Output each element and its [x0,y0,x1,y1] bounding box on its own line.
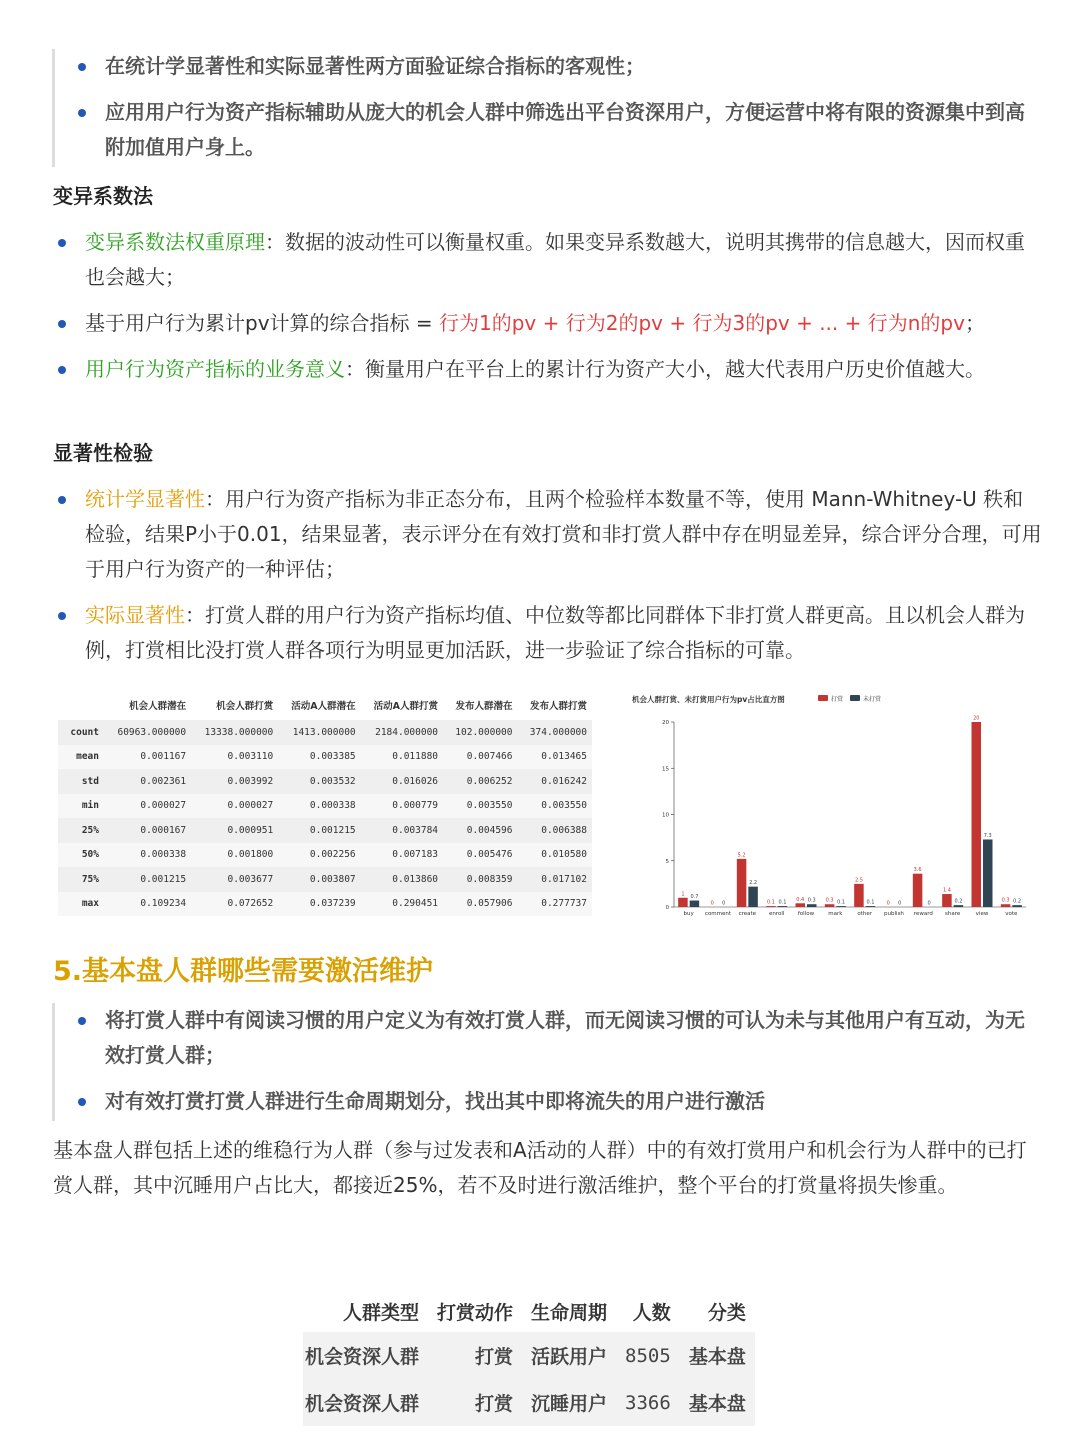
list-item: 统计学显著性：用户行为资产指标为非正态分布，且两个检验样本数量不等，使用 Mann-Whitney-U 秩和检验，结果P小于0.01，结果显著，表示评分在有效打赏和非打赏人群中存在明显差异，综合评分合理，可用于用户行为资产的一种评估； [53,482,1043,587]
bar-no-reward [836,906,846,907]
table-cell: 机会资深人群 [303,1379,428,1426]
table-cell: 0.003807 [278,867,360,892]
table-cell: 0.003385 [309,751,356,763]
bar-reward [737,859,747,907]
table-row [303,1379,755,1426]
column-header: 机会人群潜在 [104,690,191,720]
table-cell: 0.003992 [191,769,278,794]
table-cell: 0.003550 [541,800,587,812]
table-row [303,1332,755,1379]
x-tick-label: other [857,911,872,917]
data-label: 7.3 [983,832,992,839]
bar-reward [796,903,806,907]
table-row [58,843,592,868]
bar-reward [766,906,776,907]
quote-block-activation [52,1003,1030,1121]
column-header: 活动A人群打赏 [361,690,443,720]
table-cell: 0.000027 [227,800,274,812]
table-cell: 0.003677 [191,867,278,892]
column-header: 活动A人群潜在 [278,690,360,720]
table-cell: 0.001167 [140,751,187,763]
data-label: 0 [898,900,902,907]
row-label: count [58,720,104,745]
table-cell: 0.001215 [278,818,360,843]
table-cell: 0.013465 [541,751,587,763]
table-cell: 3366 [616,1379,680,1426]
table-cell: 0.010580 [541,849,587,861]
bullet-icon [78,1017,86,1025]
table-cell: 0.011880 [392,751,439,763]
data-label: 0 [722,900,726,907]
data-label: 0.1 [866,899,875,906]
column-header: 机会人群打赏 [191,690,278,720]
table-cell: 0.000027 [140,800,187,812]
y-tick-label: 5 [665,858,669,865]
bullet-icon [78,63,86,71]
table-cell: 60963.000000 [104,720,191,745]
list-item: 变异系数法权重原理：数据的波动性可以衡量权重。如果变异系数越大，说明其携带的信息越大，因而权重也会越大； [53,225,1043,295]
section-heading-significance: 显著性检验 [53,441,153,465]
table-cell: 0.002256 [309,849,356,861]
row-label: 50% [81,849,99,861]
table-row [58,720,592,745]
table-cell: 102.000000 [443,720,517,745]
table-cell: 打赏 [428,1332,522,1379]
column-header: 人数 [616,1290,680,1332]
data-label: 20 [973,715,980,722]
table-cell: 0.003784 [361,818,443,843]
data-label: 0 [886,900,890,907]
table-cell: 0.013860 [361,867,443,892]
list-item: 应用用户行为资产指标辅助从庞大的机会人群中筛选出平台资深用户，方便运营中将有限的资源集中到高附加值用户身上。 [55,95,1030,165]
legend-label-no-reward: 未打赏 [863,696,882,703]
table-cell: 0.017102 [517,867,592,892]
significance-list [53,482,1043,679]
table-cell: 0.072652 [227,898,274,910]
table-cell: 0.037239 [309,898,356,910]
bar-no-reward [954,905,964,907]
bar-no-reward [866,906,876,907]
table-header-row [303,1290,755,1332]
data-label: 0.1 [766,899,775,906]
bar-reward [825,904,835,907]
column-header: 人群类型 [303,1290,428,1332]
data-label: 0.1 [778,899,787,906]
bullet-icon [78,1098,86,1106]
bar-no-reward [1012,905,1022,907]
x-tick-label: publish [884,911,904,917]
data-label: 2.2 [749,880,758,887]
data-label: 0.3 [825,897,834,904]
table-cell: 基本盘 [680,1379,755,1426]
data-label: 0.7 [690,894,699,901]
data-label: 0.2 [1013,898,1022,905]
bar-no-reward [778,906,788,907]
table-cell: 0.277737 [541,898,587,910]
legend-label-reward: 打赏 [831,696,844,703]
chart-title: 机会人群打赏、未打赏用户行为pv占比直方图 [632,695,785,704]
table-cell: 0.016026 [361,769,443,794]
bar-reward [1001,904,1011,907]
x-tick-label: comment [704,911,732,917]
legend-swatch-reward [818,695,828,701]
table-cell: 0.016242 [517,769,592,794]
y-tick-label: 0 [665,905,669,911]
table-row [58,867,592,892]
highlight-term: 变异系数法权重原理 [85,230,265,254]
y-tick-label: 15 [662,766,669,773]
table-cell: 0.002361 [104,769,191,794]
bullet-icon [58,239,66,247]
column-header: 生命周期 [522,1290,616,1332]
column-header: 发布人群潜在 [443,690,517,720]
bar-reward [972,722,982,907]
row-label: min [81,800,99,812]
formula-highlight: 行为1的pv + 行为2的pv + 行为3的pv + ... + 行为n的pv [439,311,965,335]
row-label: mean [76,751,99,763]
cv-list [53,225,1043,398]
table-cell: 13338.000000 [191,720,278,745]
data-label: 5.2 [737,852,746,859]
row-label: 75% [58,867,104,892]
highlight-term: 实际显著性 [85,603,185,627]
table-row [58,769,592,794]
list-item: 将打赏人群中有阅读习惯的用户定义为有效打赏人群，而无阅读习惯的可认为未与其他用户有互动，为无效打赏人群； [55,1003,1030,1073]
column-header: 分类 [680,1290,755,1332]
column-header: 打赏动作 [428,1290,522,1332]
x-tick-label: share [945,911,961,917]
column-header: 发布人群打赏 [517,690,592,720]
table-cell: 0.000951 [191,818,278,843]
table-row [58,818,592,843]
bullet-icon [58,496,66,504]
table-cell: 0.000779 [392,800,439,812]
data-label: 2.5 [854,877,863,884]
data-label: 3.6 [913,867,922,874]
table-cell: 0.003110 [227,751,274,763]
table-cell: 0.290451 [392,898,439,910]
table-cell: 2184.000000 [361,720,443,745]
data-label: 1.4 [942,887,951,894]
section-5-heading: 5.基本盘人群哪些需要激活维护 [53,956,434,987]
y-tick-label: 10 [662,812,669,819]
data-label: 0.1 [837,899,846,906]
data-label: 0.3 [1001,897,1010,904]
table-cell: 374.000000 [517,720,592,745]
table-cell: 1413.000000 [278,720,360,745]
highlight-term: 统计学显著性 [85,487,205,511]
column-header [58,690,104,720]
data-label: 0.4 [796,896,805,903]
row-label: std [58,769,104,794]
table-cell: 基本盘 [680,1332,755,1379]
x-tick-label: buy [683,911,694,917]
table-cell: 0.008359 [443,867,517,892]
table-header-row [58,690,592,720]
pv-share-bar-chart [628,688,1033,920]
x-tick-label: mark [828,911,843,917]
x-tick-label: view [975,911,989,917]
x-tick-label: enroll [768,911,785,917]
data-label: 0.3 [807,897,816,904]
data-label: 1 [681,891,685,898]
table-cell: 活跃用户 [522,1332,616,1379]
bullet-icon [58,612,66,620]
table-cell: 8505 [616,1332,680,1379]
bar-no-reward [690,901,700,907]
describe-stats-table [58,690,592,916]
y-tick-label: 20 [662,720,669,726]
table-cell: 0.007183 [392,849,439,861]
section-heading-cv: 变异系数法 [53,184,153,208]
row-label: 25% [58,818,104,843]
bar-reward [678,898,688,907]
bar-no-reward [807,904,817,907]
table-row [58,892,592,917]
table-cell: 0.005476 [466,849,513,861]
x-tick-label: follow [797,911,815,917]
bullet-icon [58,320,66,328]
table-cell: 0.007466 [466,751,513,763]
bullet-icon [58,366,66,374]
bullet-icon [78,109,86,117]
table-cell: 0.000338 [309,800,356,812]
group-lifecycle-table [303,1290,755,1426]
bar-no-reward [983,839,993,907]
table-cell: 0.001800 [227,849,274,861]
bar-reward [942,894,952,907]
list-item: 用户行为资产指标的业务意义：衡量用户在平台上的累计行为资产大小，越大代表用户历史价值越大。 [53,352,1043,387]
legend-swatch-no-reward [850,695,860,701]
row-label: max [81,898,99,910]
table-cell: 0.003550 [466,800,513,812]
table-cell: 打赏 [428,1379,522,1426]
highlight-term: 用户行为资产指标的业务意义 [85,357,345,381]
table-cell: 0.109234 [140,898,187,910]
list-item: 基于用户行为累计pv计算的综合指标 = 行为1的pv + 行为2的pv + 行为3的pv + ... + 行为n的pv； [53,306,1043,341]
data-label: 0.2 [954,898,963,905]
table-cell: 0.006252 [443,769,517,794]
x-tick-label: create [738,911,757,917]
bar-reward [854,884,864,907]
list-item: 实际显著性：打赏人群的用户行为资产指标均值、中位数等都比同群体下非打赏人群更高。且以机会人群为例，打赏相比没打赏人群各项行为明显更加活跃，进一步验证了综合指标的可靠。 [53,598,1043,668]
table-cell: 0.000338 [140,849,187,861]
quote-block-validation [52,49,1030,167]
table-row [58,794,592,819]
table-cell: 0.057906 [466,898,513,910]
data-label: 0 [710,900,714,907]
table-cell: 0.001215 [104,867,191,892]
table-cell: 沉睡用户 [522,1379,616,1426]
table-cell: 0.006388 [517,818,592,843]
base-group-paragraph: 基本盘人群包括上述的维稳行为人群（参与过发表和A活动的人群）中的有效打赏用户和机会行为人群中的已打赏人群，其中沉睡用户占比大，都接近25%，若不及时进行激活维护，整个平台的打赏量将损失惨重。 [53,1138,1027,1197]
table-cell: 0.004596 [443,818,517,843]
list-item: 对有效打赏打赏人群进行生命周期划分，找出其中即将流失的用户进行激活 [55,1084,1030,1119]
list-item: 在统计学显著性和实际显著性两方面验证综合指标的客观性； [55,49,1030,84]
bar-reward [913,874,923,907]
table-row [58,745,592,770]
table-cell: 0.003532 [278,769,360,794]
x-tick-label: reward [913,911,933,917]
bar-no-reward [748,887,758,907]
x-tick-label: vote [1005,911,1018,917]
data-label: 0 [927,900,931,907]
table-cell: 机会资深人群 [303,1332,428,1379]
table-cell: 0.000167 [104,818,191,843]
